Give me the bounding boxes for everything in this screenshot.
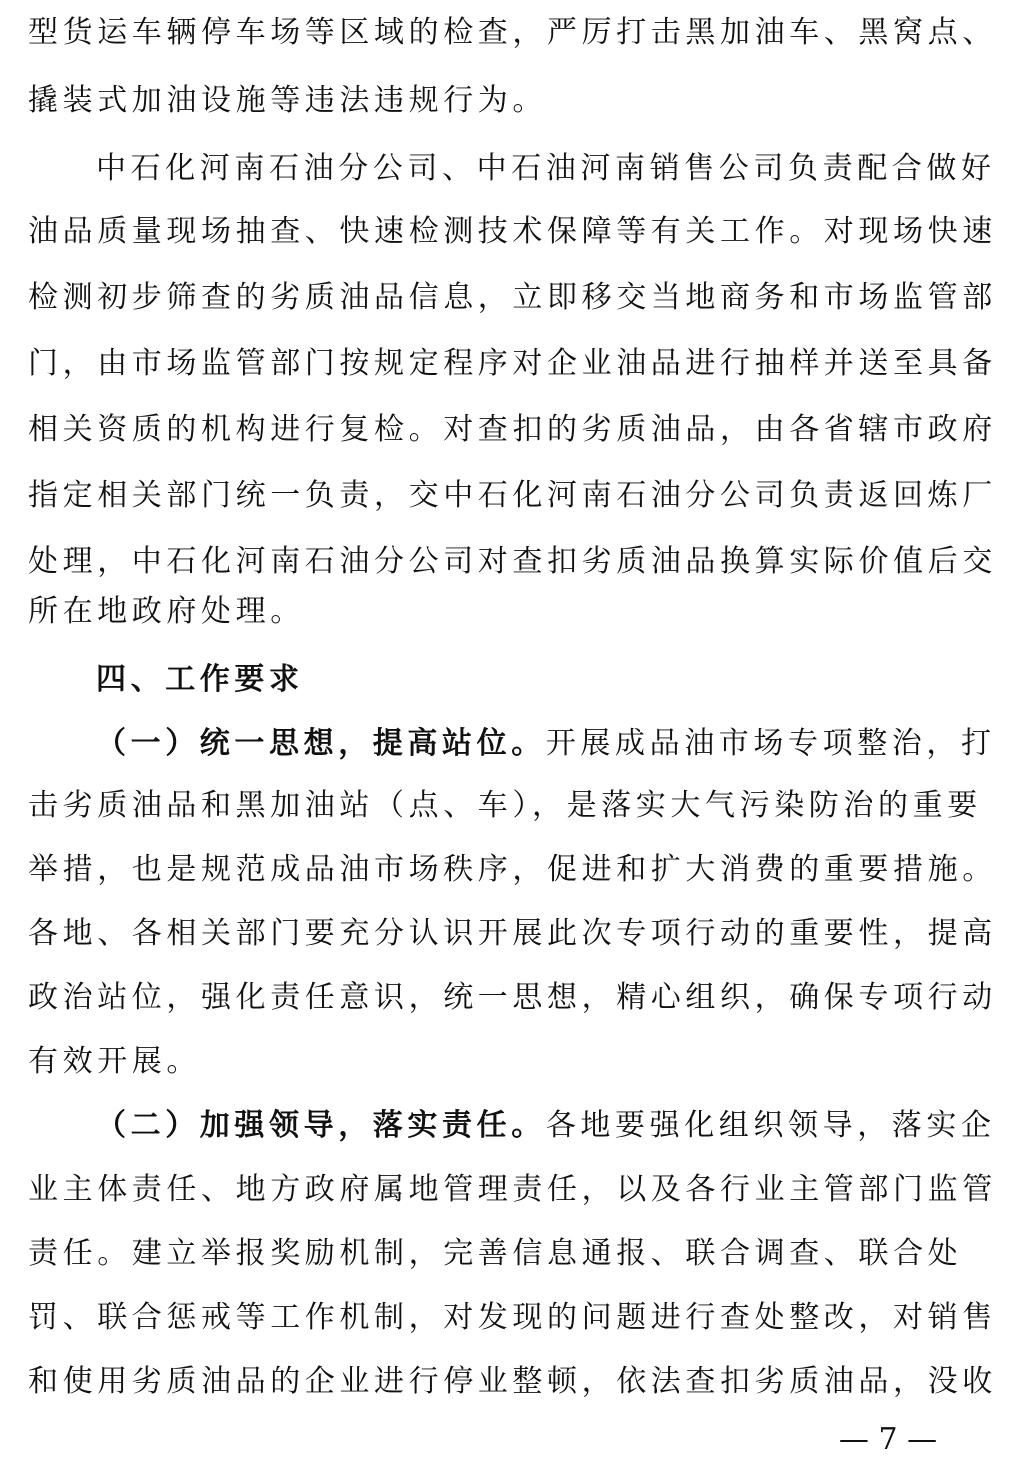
subheading-1-body: 开展成品油市场专项整治，打 <box>545 726 996 761</box>
text-line-23: 和使用劣质油品的企业进行停业整顿，依法查扣劣质油品，没收 <box>28 1364 997 1399</box>
text-line-1: 型货运车辆停车场等区域的检查，严厉打击黑加油车、黑窝点、 <box>28 15 997 50</box>
text-line-9: 处理，中石化河南石油分公司对查扣劣质油品换算实际价值后交 <box>28 544 997 579</box>
text-line-14: 举措，也是规范成品油市场秩序，促进和扩大消费的重要措施。 <box>28 852 997 887</box>
subheading-2: （二）加强领导，落实责任。 <box>96 1108 546 1143</box>
text-line-10: 所在地政府处理。 <box>28 594 305 629</box>
page-number: — 7 — <box>838 1422 938 1457</box>
subheading-2-body: 各地要强化组织领导，落实企 <box>545 1108 996 1143</box>
text-line-7: 相关资质的机构进行复检。对查扣的劣质油品，由各省辖市政府 <box>28 412 997 447</box>
subheading-1-line <box>96 724 996 790</box>
subheading-1: （一）统一思想，提高站位。 <box>96 726 546 761</box>
text-line-3: 中石化河南石油分公司、中石油河南销售公司负责配合做好 <box>96 151 996 186</box>
text-line-13: 击劣质油品和黑加油站（点、车），是落实大气污染防治的重要 <box>28 788 982 823</box>
section-heading: 四、工作要求 <box>96 662 304 697</box>
text-line-6: 门，由市场监管部门按规定程序对企业油品进行抽样并送至具备 <box>28 346 997 381</box>
text-line-17: 有效开展。 <box>28 1044 201 1079</box>
text-line-5: 检测初步筛查的劣质油品信息，立即移交当地商务和市场监管部 <box>28 280 997 315</box>
text-line-15: 各地、各相关部门要充分认识开展此次专项行动的重要性，提高 <box>28 916 997 951</box>
text-line-4: 油品质量现场抽查、快速检测技术保障等有关工作。对现场快速 <box>28 214 997 249</box>
text-line-22: 罚、联合惩戒等工作机制，对发现的问题进行查处整改，对销售 <box>28 1300 997 1335</box>
text-line-16: 政治站位，强化责任意识，统一思想，精心组织，确保专项行动 <box>28 980 997 1015</box>
text-line-2: 撬装式加油设施等违法违规行为。 <box>28 83 547 118</box>
text-line-21: 责任。建立举报奖励机制，完善信息通报、联合调查、联合处 <box>28 1236 963 1271</box>
text-line-20: 业主体责任、地方政府属地管理责任，以及各行业主管部门监管 <box>28 1172 997 1207</box>
text-line-8: 指定相关部门统一负责，交中石化河南石油分公司负责返回炼厂 <box>28 478 997 513</box>
subheading-2-line <box>96 1106 996 1172</box>
